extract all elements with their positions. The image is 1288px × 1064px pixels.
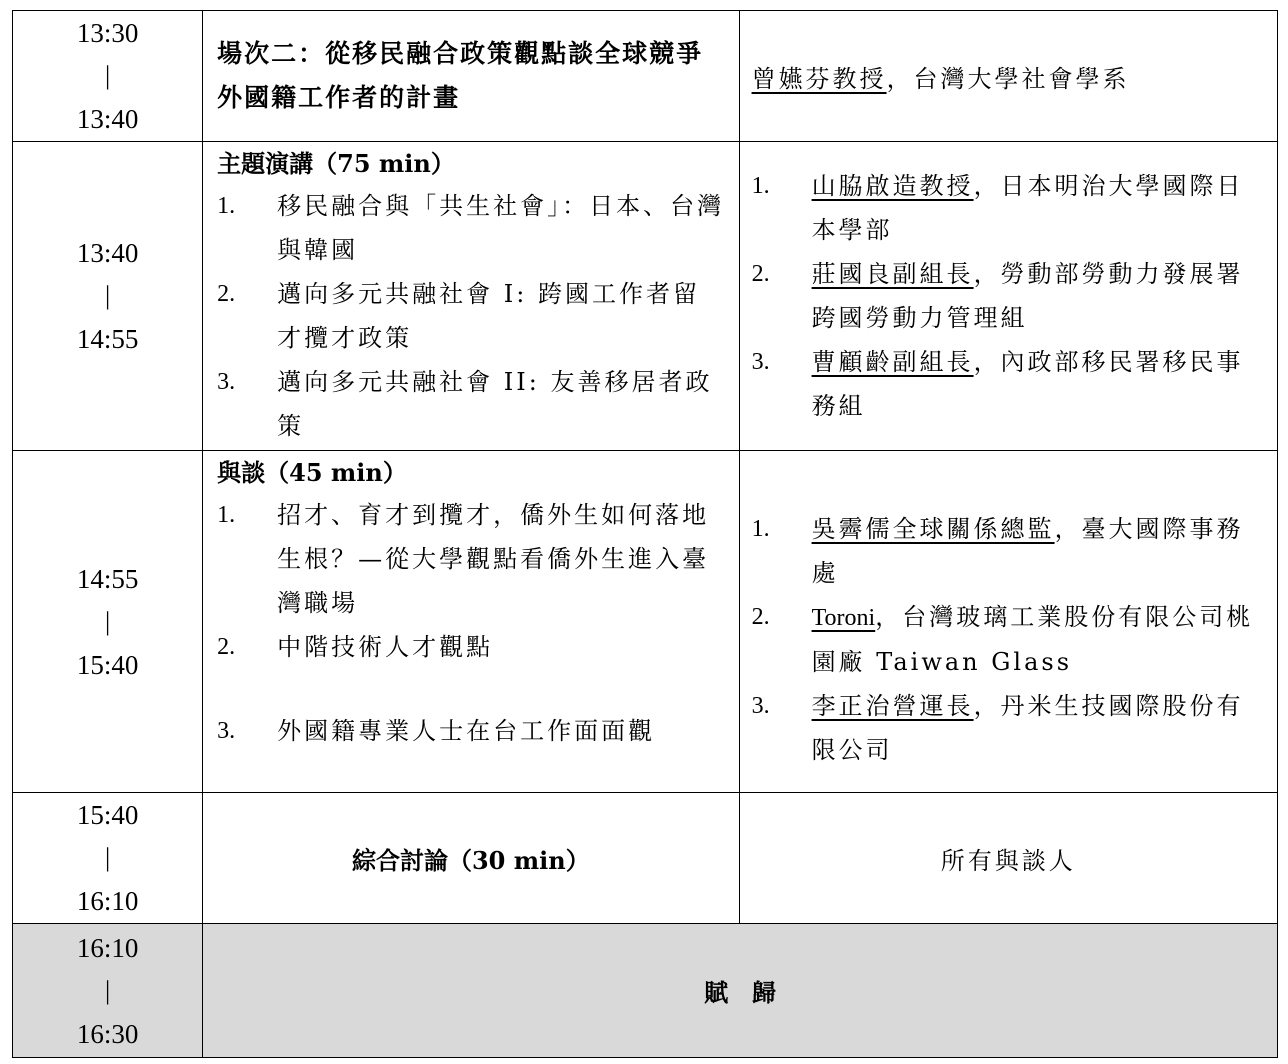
section-heading: 與談（45 min） — [217, 458, 407, 487]
item-text: 移民融合與「共生社會」：日本、台灣與韓國 — [277, 192, 725, 264]
agenda-row-4 — [13, 793, 1278, 924]
list-item — [217, 709, 726, 753]
speaker-name: 吳霽儒全球關係總監 — [811, 515, 1055, 543]
list-item — [217, 625, 726, 669]
time-end: 15:40 — [76, 649, 139, 680]
session-title: 場次二：從移民融合政策觀點談全球競爭外國籍工作者的計畫 — [217, 39, 704, 112]
speaker-name: 曹顧齡副組長 — [811, 348, 974, 376]
agenda-row-5 — [13, 924, 1278, 1058]
item-number: 3. — [217, 369, 236, 395]
session-title-cell — [203, 11, 739, 142]
item-number: 1. — [751, 516, 770, 542]
time-separator: | — [104, 606, 111, 636]
speaker-cell — [739, 142, 1277, 451]
time-start: 14:55 — [76, 563, 139, 594]
time-cell — [13, 793, 203, 924]
participants-cell — [739, 793, 1277, 924]
speaker-item — [752, 164, 1265, 252]
time-cell — [13, 924, 203, 1058]
speaker-name: 山脇啟造教授 — [811, 172, 974, 200]
moderator-affiliation: ，台灣大學社會學系 — [886, 64, 1130, 93]
time-cell — [13, 451, 203, 793]
agenda-row-3 — [13, 451, 1278, 793]
section-heading: 主題演講（75 min） — [217, 149, 455, 178]
time-end: 13:40 — [76, 104, 139, 134]
topic-list — [203, 184, 738, 450]
speaker-affiliation: ，丹米生技國際股份有限公司 — [811, 692, 1244, 764]
item-text: 外國籍專業人士在台工作面面觀 — [277, 717, 656, 745]
agenda-row-2 — [13, 142, 1278, 451]
time-cell — [13, 142, 203, 451]
time-separator: | — [104, 843, 111, 872]
item-number: 1. — [217, 502, 236, 528]
time-cell — [13, 11, 203, 142]
time-separator: | — [104, 281, 111, 310]
list-item — [217, 272, 726, 360]
item-number: 2. — [751, 261, 770, 287]
item-number: 2. — [217, 634, 236, 660]
item-number: 3. — [751, 349, 770, 375]
item-number: 3. — [217, 718, 236, 744]
time-end: 14:55 — [76, 324, 139, 354]
discussion-cell — [203, 793, 739, 924]
closing-cell — [203, 924, 1278, 1058]
item-number: 1. — [217, 193, 236, 219]
speaker-affiliation: ，日本明治大學國際日本學部 — [811, 172, 1244, 244]
time-end: 16:10 — [76, 886, 139, 916]
speaker-item — [752, 340, 1265, 428]
time-separator: | — [104, 975, 111, 1005]
item-text: 邁向多元共融社會 I: 跨國工作者留才攬才政策 — [277, 280, 700, 352]
time-start: 16:10 — [76, 932, 139, 963]
speaker-item — [752, 252, 1265, 340]
speaker-item — [752, 684, 1265, 772]
time-start: 15:40 — [76, 800, 139, 830]
item-text: 招才、育才到攬才，僑外生如何落地生根？—從大學觀點看僑外生進入臺灣職場 — [277, 501, 710, 617]
agenda-table — [12, 10, 1278, 1058]
speaker-affiliation: ，台灣玻璃工業股份有限公司桃園廠 Taiwan Glass — [811, 603, 1254, 676]
list-item — [217, 360, 726, 448]
speaker-affiliation: ，內政部移民署移民事務組 — [811, 348, 1244, 420]
item-number: 3. — [751, 693, 770, 719]
speaker-list — [740, 507, 1277, 772]
speaker-name: 李正治營運長 — [811, 692, 974, 720]
speaker-name: 莊國良副組長 — [811, 260, 974, 288]
moderator-cell — [739, 11, 1277, 142]
item-number: 2. — [217, 281, 236, 307]
speaker-cell — [739, 451, 1277, 793]
item-number: 1. — [751, 173, 770, 199]
topic-list — [203, 493, 738, 755]
time-start: 13:30 — [76, 18, 139, 48]
speaker-affiliation: ，勞動部勞動力發展署跨國勞動力管理組 — [811, 260, 1244, 332]
panel-cell — [203, 451, 739, 793]
agenda-row-1 — [13, 11, 1278, 142]
time-separator: | — [104, 61, 111, 90]
time-start: 13:40 — [76, 238, 139, 268]
item-text: 中階技術人才觀點 — [277, 633, 494, 661]
participants-text: 所有與談人 — [940, 846, 1076, 875]
list-item — [217, 184, 726, 272]
closing-text: 賦 歸 — [704, 978, 777, 1007]
speaker-name: Toroni — [811, 605, 876, 631]
moderator-name: 曾嬿芬教授 — [751, 64, 887, 93]
time-end: 16:30 — [76, 1018, 139, 1049]
item-text: 邁向多元共融社會 II: 友善移居者政策 — [277, 368, 713, 440]
discussion-title: 綜合討論（30 min） — [351, 845, 590, 875]
speaker-item — [752, 507, 1265, 595]
speaker-list — [740, 164, 1277, 428]
item-number: 2. — [751, 604, 770, 630]
list-item — [217, 493, 726, 625]
speaker-item — [752, 595, 1265, 684]
keynote-cell — [203, 142, 739, 451]
speaker-affiliation: ，臺大國際事務處 — [811, 515, 1244, 587]
